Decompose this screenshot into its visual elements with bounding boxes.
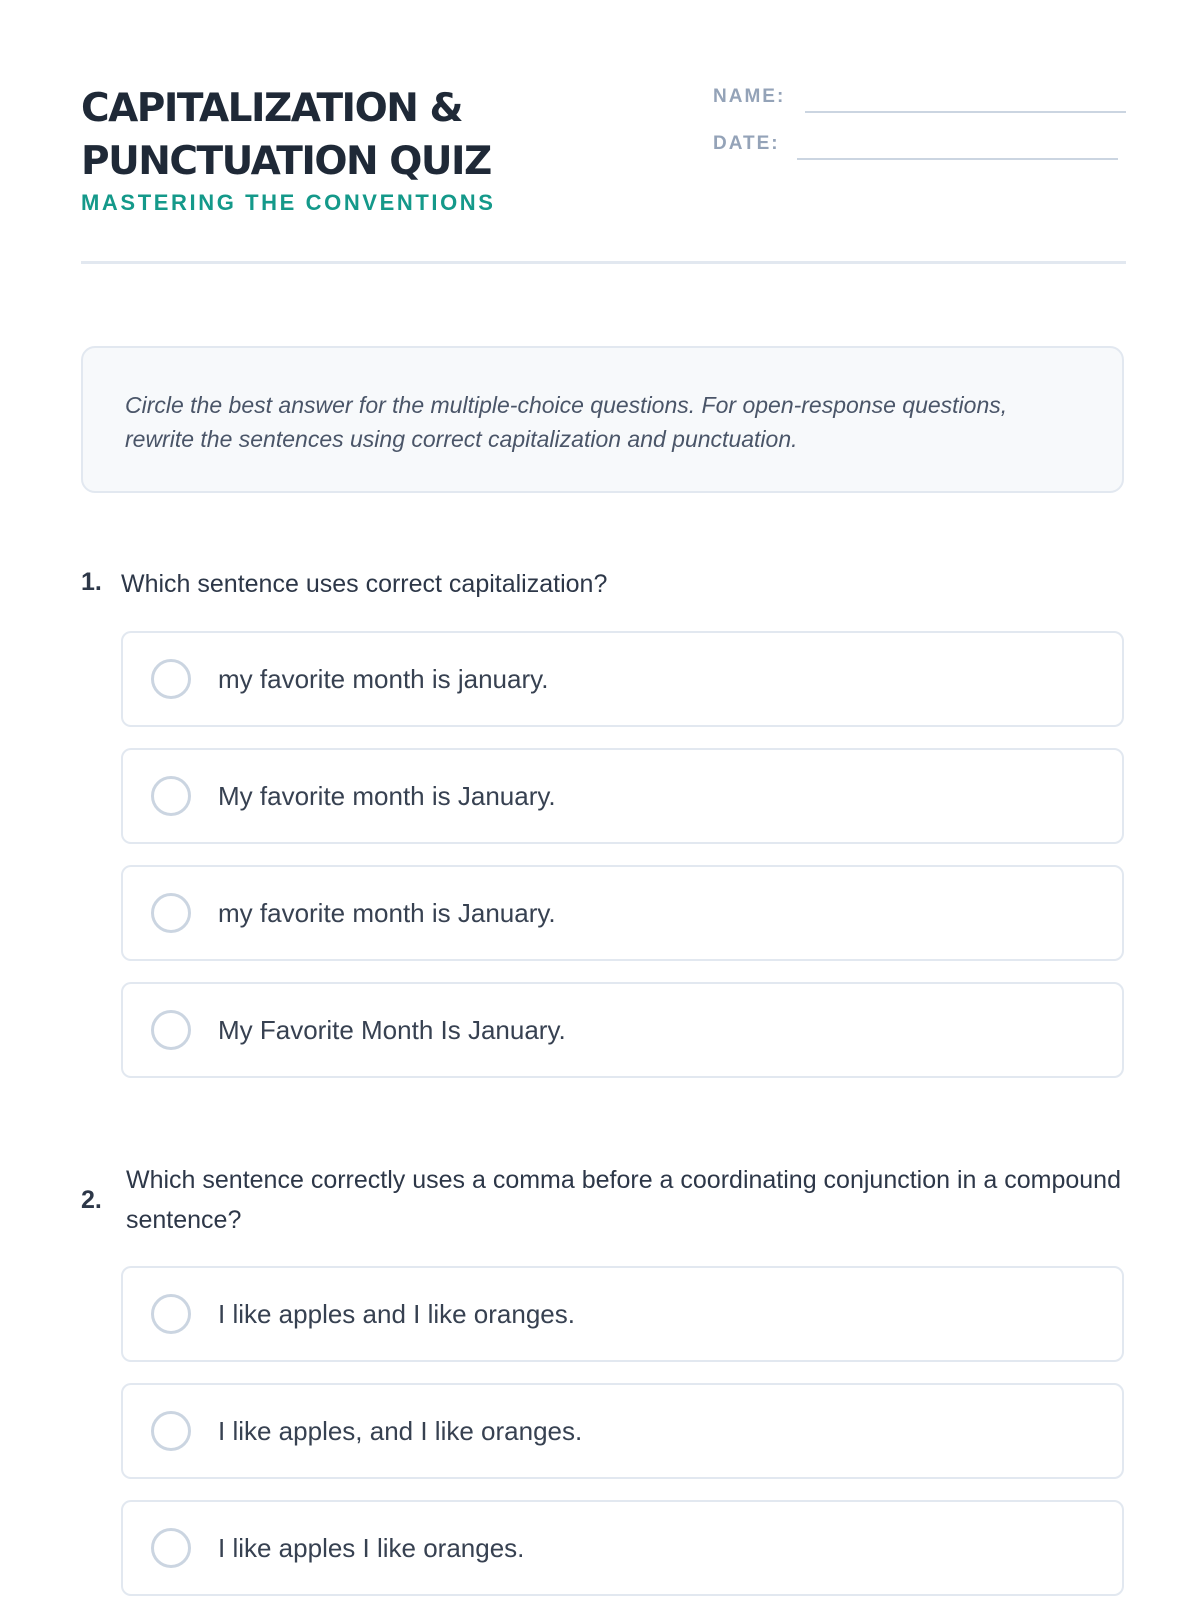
header-divider	[81, 261, 1126, 264]
radio-circle-icon[interactable]	[151, 659, 191, 699]
page-subtitle: MASTERING THE CONVENTIONS	[81, 190, 496, 215]
instructions-text: Circle the best answer for the multiple-choice questions. For open-response questions, rewrite the sentences using correct capitalization and punctuation.	[125, 392, 1008, 452]
answer-option[interactable]	[121, 982, 1124, 1078]
answer-option[interactable]	[121, 631, 1124, 727]
option-text: my favorite month is january.	[218, 664, 549, 694]
question-number: 2.	[81, 1186, 102, 1214]
answer-option[interactable]	[121, 748, 1124, 844]
option-text: I like apples, and I like oranges.	[218, 1416, 583, 1446]
radio-circle-icon[interactable]	[151, 1010, 191, 1050]
question-text: Which sentence uses correct capitalization?	[121, 570, 608, 598]
title-line-2: PUNCTUATION QUIZ	[81, 139, 491, 184]
radio-circle-icon[interactable]	[151, 1411, 191, 1451]
name-label: NAME:	[713, 86, 786, 107]
title-line-1: CAPITALIZATION &	[81, 86, 462, 131]
answer-option[interactable]	[121, 1383, 1124, 1479]
option-text: I like apples I like oranges.	[218, 1533, 525, 1563]
radio-circle-icon[interactable]	[151, 1528, 191, 1568]
radio-circle-icon[interactable]	[151, 1294, 191, 1334]
option-text: my favorite month is January.	[218, 898, 556, 928]
page-title	[81, 82, 641, 188]
option-text: I like apples and I like oranges.	[218, 1299, 575, 1329]
answer-option[interactable]	[121, 1266, 1124, 1362]
date-label: DATE:	[713, 133, 780, 154]
question-text: Which sentence correctly uses a comma before a coordinating conjunction in a compound sentence?	[126, 1166, 1121, 1234]
radio-circle-icon[interactable]	[151, 893, 191, 933]
name-line[interactable]	[805, 111, 1126, 113]
instructions-box	[81, 346, 1124, 493]
question-number: 1.	[81, 568, 102, 596]
option-text: My Favorite Month Is January.	[218, 1015, 566, 1045]
radio-circle-icon[interactable]	[151, 776, 191, 816]
date-line[interactable]	[797, 158, 1118, 160]
answer-option[interactable]	[121, 865, 1124, 961]
answer-option[interactable]	[121, 1500, 1124, 1596]
option-text: My favorite month is January.	[218, 781, 556, 811]
